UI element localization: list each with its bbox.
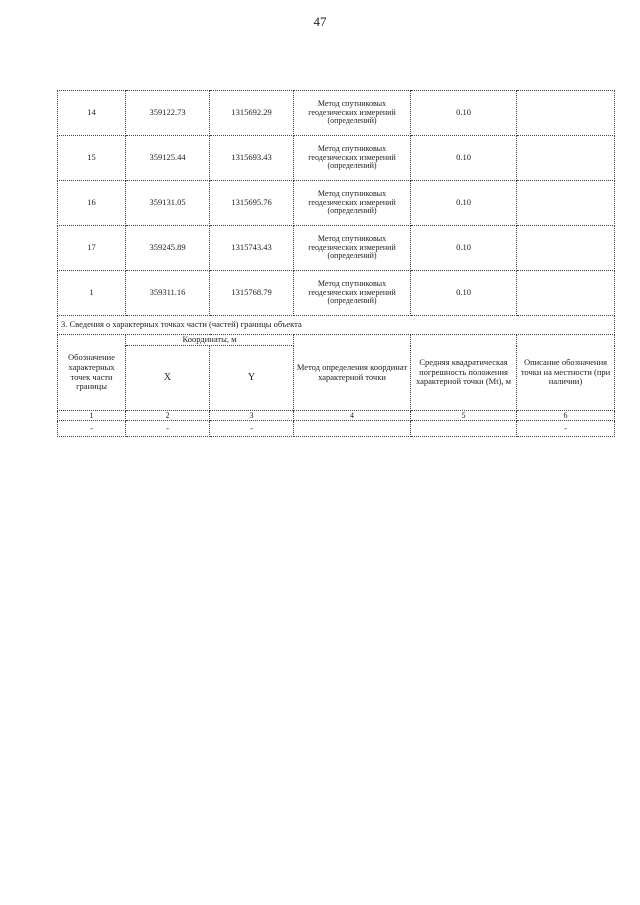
point-cell: 16	[58, 181, 126, 226]
point-cell: 14	[58, 91, 126, 136]
table-row	[58, 91, 615, 136]
y-cell: 1315695.76	[210, 181, 294, 226]
x-cell: 359122.73	[126, 91, 210, 136]
header-method: Метод определения координат характерной точки	[294, 335, 411, 411]
accuracy-cell: 0.10	[411, 91, 517, 136]
table-row	[58, 421, 615, 437]
table-row	[58, 181, 615, 226]
column-number: 5	[411, 411, 517, 421]
header-row	[58, 335, 615, 346]
table-row	[58, 136, 615, 181]
description-cell	[517, 136, 615, 181]
table-row	[58, 226, 615, 271]
description-cell	[517, 91, 615, 136]
empty-cell	[294, 421, 411, 437]
x-cell: 359131.05	[126, 181, 210, 226]
header-y: Y	[210, 346, 294, 411]
description-cell	[517, 226, 615, 271]
empty-cell: -	[517, 421, 615, 437]
x-cell: 359245.89	[126, 226, 210, 271]
coordinates-table	[57, 90, 615, 437]
method-cell: Метод спутниковых геодезических измерений (определений)	[294, 181, 411, 226]
header-accuracy: Средняя квадратическая погрешность положения характерной точки (Mt), м	[411, 335, 517, 411]
point-cell: 17	[58, 226, 126, 271]
empty-cell: -	[58, 421, 126, 437]
description-cell	[517, 271, 615, 316]
x-cell: 359311.16	[126, 271, 210, 316]
x-cell: 359125.44	[126, 136, 210, 181]
section-title-row	[58, 316, 615, 335]
header-coordinates: Координаты, м	[126, 335, 294, 346]
y-cell: 1315768.79	[210, 271, 294, 316]
header-designation: Обозначение характерных точек части границы	[58, 335, 126, 411]
column-number: 3	[210, 411, 294, 421]
column-number: 2	[126, 411, 210, 421]
method-cell: Метод спутниковых геодезических измерений (определений)	[294, 91, 411, 136]
method-cell: Метод спутниковых геодезических измерений (определений)	[294, 226, 411, 271]
empty-cell: -	[210, 421, 294, 437]
accuracy-cell: 0.10	[411, 226, 517, 271]
page-number: 47	[313, 14, 327, 29]
y-cell: 1315743.43	[210, 226, 294, 271]
method-cell: Метод спутниковых геодезических измерений (определений)	[294, 136, 411, 181]
accuracy-cell: 0.10	[411, 136, 517, 181]
point-cell: 1	[58, 271, 126, 316]
empty-cell	[411, 421, 517, 437]
header-x: X	[126, 346, 210, 411]
column-number: 4	[294, 411, 411, 421]
table-row	[58, 271, 615, 316]
header-description: Описание обозначения точки на местности (при наличии)	[517, 335, 615, 411]
y-cell: 1315693.43	[210, 136, 294, 181]
y-cell: 1315692.29	[210, 91, 294, 136]
section-title: 3. Сведения о характерных точках части (частей) границы объекта	[58, 316, 615, 335]
column-number: 6	[517, 411, 615, 421]
column-number: 1	[58, 411, 126, 421]
empty-cell: -	[126, 421, 210, 437]
column-number-row	[58, 411, 615, 421]
point-cell: 15	[58, 136, 126, 181]
method-cell: Метод спутниковых геодезических измерений (определений)	[294, 271, 411, 316]
description-cell	[517, 181, 615, 226]
accuracy-cell: 0.10	[411, 271, 517, 316]
accuracy-cell: 0.10	[411, 181, 517, 226]
